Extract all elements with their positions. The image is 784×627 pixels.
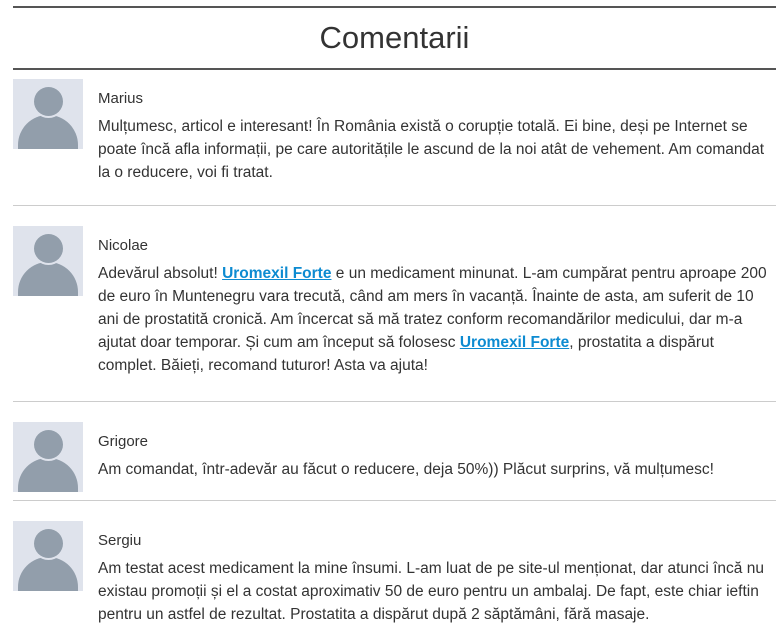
section-title: Comentarii [319, 20, 470, 55]
title-divider [13, 68, 776, 70]
comment-author: Marius [98, 90, 144, 107]
avatar-body [18, 557, 78, 591]
comment-text: Am testat acest medicament la mine însumi. L-am luat de pe site-ul menționat, dar atunci încă nu existau promoții și el a costat aproximativ 50 de euro pentru un ambalaj. De fapt, este chiar ieftin pentru un astfel de rezultat. Prostatita a dispărut după 2 săptămâni, fără masaje. [98, 560, 764, 623]
comment-text: Mulțumesc, articol e interesant! În România există o corupție totală. Ei bine, deși pe Internet se poate încă afla informații, pe care autoritățile le ascund de la noi atât de vehement. Am comandat la o reducere, voi fi tratat. [98, 118, 765, 181]
comment-text-part: Adevărul absolut! [98, 265, 223, 282]
avatar-placeholder-icon [13, 422, 83, 492]
comment-divider [13, 500, 776, 501]
avatar-body [18, 458, 78, 492]
comment-text: Am comandat, într-adevăr au făcut o reducere, deja 50%)) Plăcut surprins, vă mulțumesc! [98, 461, 714, 478]
avatar-placeholder-icon [13, 521, 83, 591]
top-divider [13, 6, 776, 8]
avatar-body [18, 262, 78, 296]
avatar-head [34, 529, 63, 558]
avatar-head [34, 430, 63, 459]
avatar-head [34, 234, 63, 263]
avatar-head [34, 87, 63, 116]
comment-text [98, 262, 773, 377]
comment-author: Grigore [98, 433, 149, 450]
comment-divider [13, 205, 776, 206]
product-link[interactable]: Uromexil Forte [459, 334, 570, 351]
comment-text-part: , prostatita a dispărut complet. Băieți, recomand tuturor! Asta va ajuta! [98, 334, 714, 374]
comment-author: Nicolae [98, 237, 149, 254]
product-link[interactable]: Uromexil Forte [222, 265, 332, 282]
comment-author: Sergiu [98, 532, 142, 549]
comment-divider [13, 401, 776, 402]
avatar-placeholder-icon [13, 79, 83, 149]
comment-text-part: e un medicament minunat. L-am cumpărat pentru aproape 200 de euro în Muntenegru vara trecută, când am mers în vacanță. Înainte de asta, am suferit de 10 ani de prostatită cronică. Am încercat să mă tratez conform recomandărilor medicului, dar m-a ajutat doar temporar. Și cum am început să folosesc [98, 265, 767, 351]
avatar-body [18, 115, 78, 149]
avatar-placeholder-icon [13, 226, 83, 296]
